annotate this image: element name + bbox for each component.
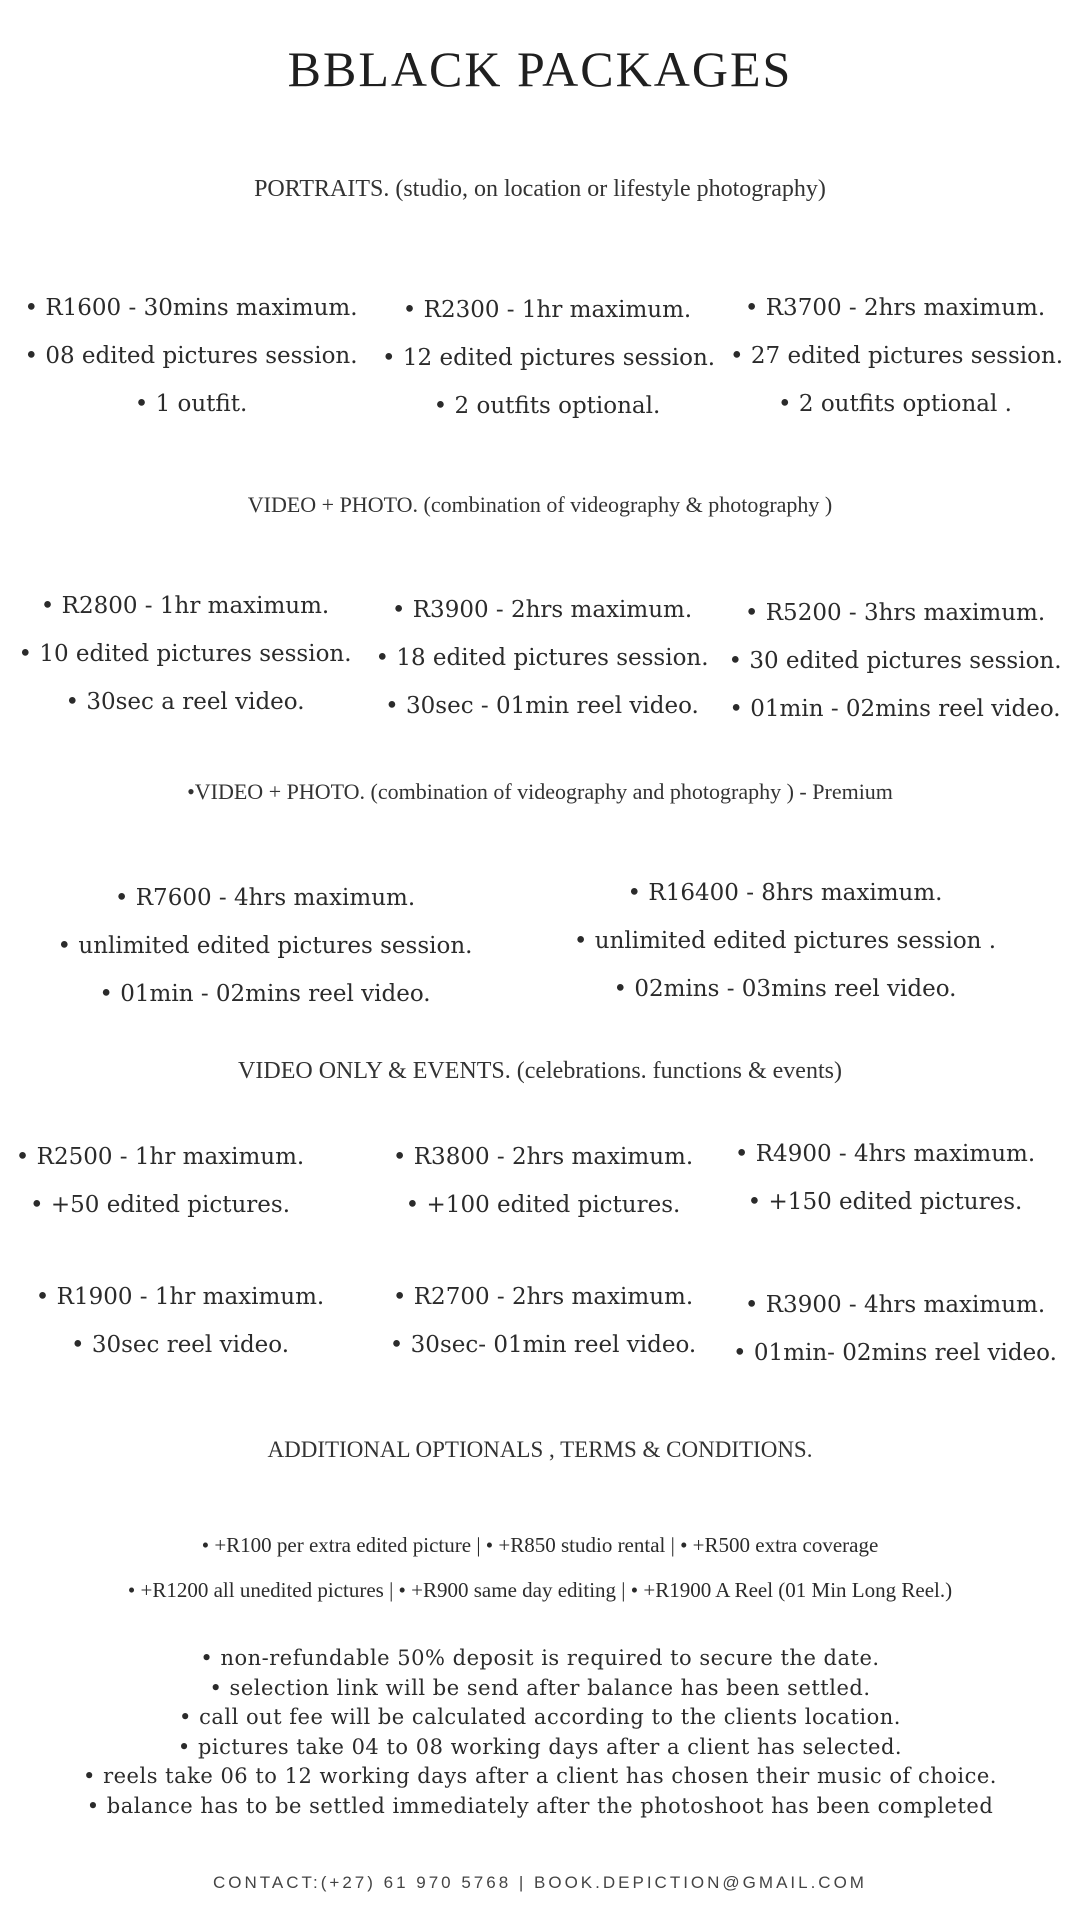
contact-info: CONTACT:(+27) 61 970 5768 | BOOK.DEPICTION@GMAIL.COM bbox=[213, 1873, 867, 1892]
terms-item: • non-refundable 50% deposit is required to secure the date. bbox=[200, 1646, 880, 1670]
video-photo-package-3 bbox=[725, 589, 1065, 733]
package-line: • +100 edited pictures. bbox=[405, 1192, 681, 1218]
package-line: • R3800 - 2hrs maximum. bbox=[392, 1144, 694, 1170]
package-line: • unlimited edited pictures session. bbox=[57, 933, 473, 959]
premium-package-2 bbox=[560, 869, 1010, 1013]
package-line: • R3700 - 2hrs maximum. bbox=[744, 295, 1046, 321]
package-line: • R2800 - 1hr maximum. bbox=[40, 593, 330, 619]
package-line: • 2 outfits optional. bbox=[433, 393, 661, 419]
package-line: • 01min - 02mins reel video. bbox=[729, 696, 1061, 722]
events-video-package-3 bbox=[725, 1281, 1065, 1377]
package-line: • 1 outfit. bbox=[134, 391, 248, 417]
package-line: • 30sec reel video. bbox=[70, 1332, 290, 1358]
page-title: BBLACK PACKAGES bbox=[287, 41, 793, 97]
package-line: • R3900 - 2hrs maximum. bbox=[391, 597, 693, 623]
package-line: • R2500 - 1hr maximum. bbox=[15, 1144, 305, 1170]
terms-item: • balance has to be settled immediately after the photoshoot has been completed bbox=[86, 1793, 994, 1818]
events-video-package-2 bbox=[378, 1273, 708, 1369]
package-line: • 27 edited pictures session. bbox=[730, 343, 1064, 369]
package-line: • R1900 - 1hr maximum. bbox=[35, 1284, 325, 1310]
video-photo-heading: VIDEO + PHOTO. (combination of videography & photography ) bbox=[247, 492, 833, 517]
package-line: • R16400 - 8hrs maximum. bbox=[627, 880, 943, 906]
package-line: • R5200 - 3hrs maximum. bbox=[744, 600, 1046, 626]
package-line: • R2700 - 2hrs maximum. bbox=[392, 1284, 694, 1310]
portraits-package-3 bbox=[730, 284, 1064, 428]
package-line: • 02mins - 03mins reel video. bbox=[613, 976, 957, 1002]
terms-item: • selection link will be send after balance has been settled. bbox=[209, 1675, 871, 1700]
package-line: • 30sec a reel video. bbox=[65, 689, 305, 715]
package-line: • R2300 - 1hr maximum. bbox=[402, 297, 692, 323]
package-line: • 30sec - 01min reel video. bbox=[385, 693, 699, 719]
package-line: • 08 edited pictures session. bbox=[24, 343, 358, 369]
extras-line-2: • +R1200 all unedited pictures | • +R900 same day editing | • +R1900 A Reel (01 Min Long Reel.) bbox=[127, 1578, 953, 1602]
terms-item: • pictures take 04 to 08 working days after a client has selected. bbox=[177, 1734, 903, 1759]
package-line: • R4900 - 4hrs maximum. bbox=[734, 1141, 1036, 1167]
events-heading: VIDEO ONLY & EVENTS. (celebrations. functions & events) bbox=[238, 1058, 842, 1084]
package-line: • 18 edited pictures session. bbox=[375, 645, 709, 671]
terms-list bbox=[0, 1644, 1080, 1821]
portraits-heading: PORTRAITS. (studio, on location or lifestyle photography) bbox=[254, 176, 826, 202]
events-photo-package-3 bbox=[720, 1130, 1050, 1226]
package-line: • 30sec- 01min reel video. bbox=[389, 1332, 697, 1358]
terms-item: • reels take 06 to 12 working days after a client has chosen their music of choice. bbox=[83, 1764, 997, 1788]
package-line: • R7600 - 4hrs maximum. bbox=[114, 885, 416, 911]
package-line: • 30 edited pictures session. bbox=[728, 648, 1062, 674]
additional-heading: ADDITIONAL OPTIONALS , TERMS & CONDITIONS. bbox=[267, 1437, 813, 1462]
package-line: • +150 edited pictures. bbox=[747, 1189, 1023, 1215]
premium-heading: •VIDEO + PHOTO. (combination of videography and photography ) - Premium bbox=[187, 779, 893, 804]
package-line: • R3900 - 4hrs maximum. bbox=[744, 1292, 1046, 1318]
portraits-package-1 bbox=[0, 284, 382, 428]
events-video-package-1 bbox=[20, 1273, 340, 1369]
package-line: • 2 outfits optional . bbox=[778, 391, 1012, 417]
package-line: • 10 edited pictures session. bbox=[18, 641, 352, 667]
package-line: • +50 edited pictures. bbox=[29, 1192, 291, 1218]
package-line: • unlimited edited pictures session . bbox=[573, 928, 997, 954]
package-line: • 12 edited pictures session. bbox=[382, 345, 716, 371]
package-line: • 01min- 02mins reel video. bbox=[733, 1340, 1057, 1366]
events-photo-package-1 bbox=[0, 1133, 320, 1229]
extras-line-1: • +R100 per extra edited picture | • +R850 studio rental | • +R500 extra coverage bbox=[201, 1533, 879, 1557]
package-line: • R1600 - 30mins maximum. bbox=[24, 295, 358, 321]
video-photo-package-2 bbox=[372, 586, 712, 730]
portraits-package-2 bbox=[382, 286, 716, 430]
premium-package-1 bbox=[40, 874, 490, 1018]
package-line: • 01min - 02mins reel video. bbox=[99, 981, 431, 1007]
events-photo-package-2 bbox=[378, 1133, 708, 1229]
terms-item: • call out fee will be calculated according to the clients location. bbox=[179, 1705, 901, 1729]
video-photo-package-1 bbox=[15, 582, 355, 726]
